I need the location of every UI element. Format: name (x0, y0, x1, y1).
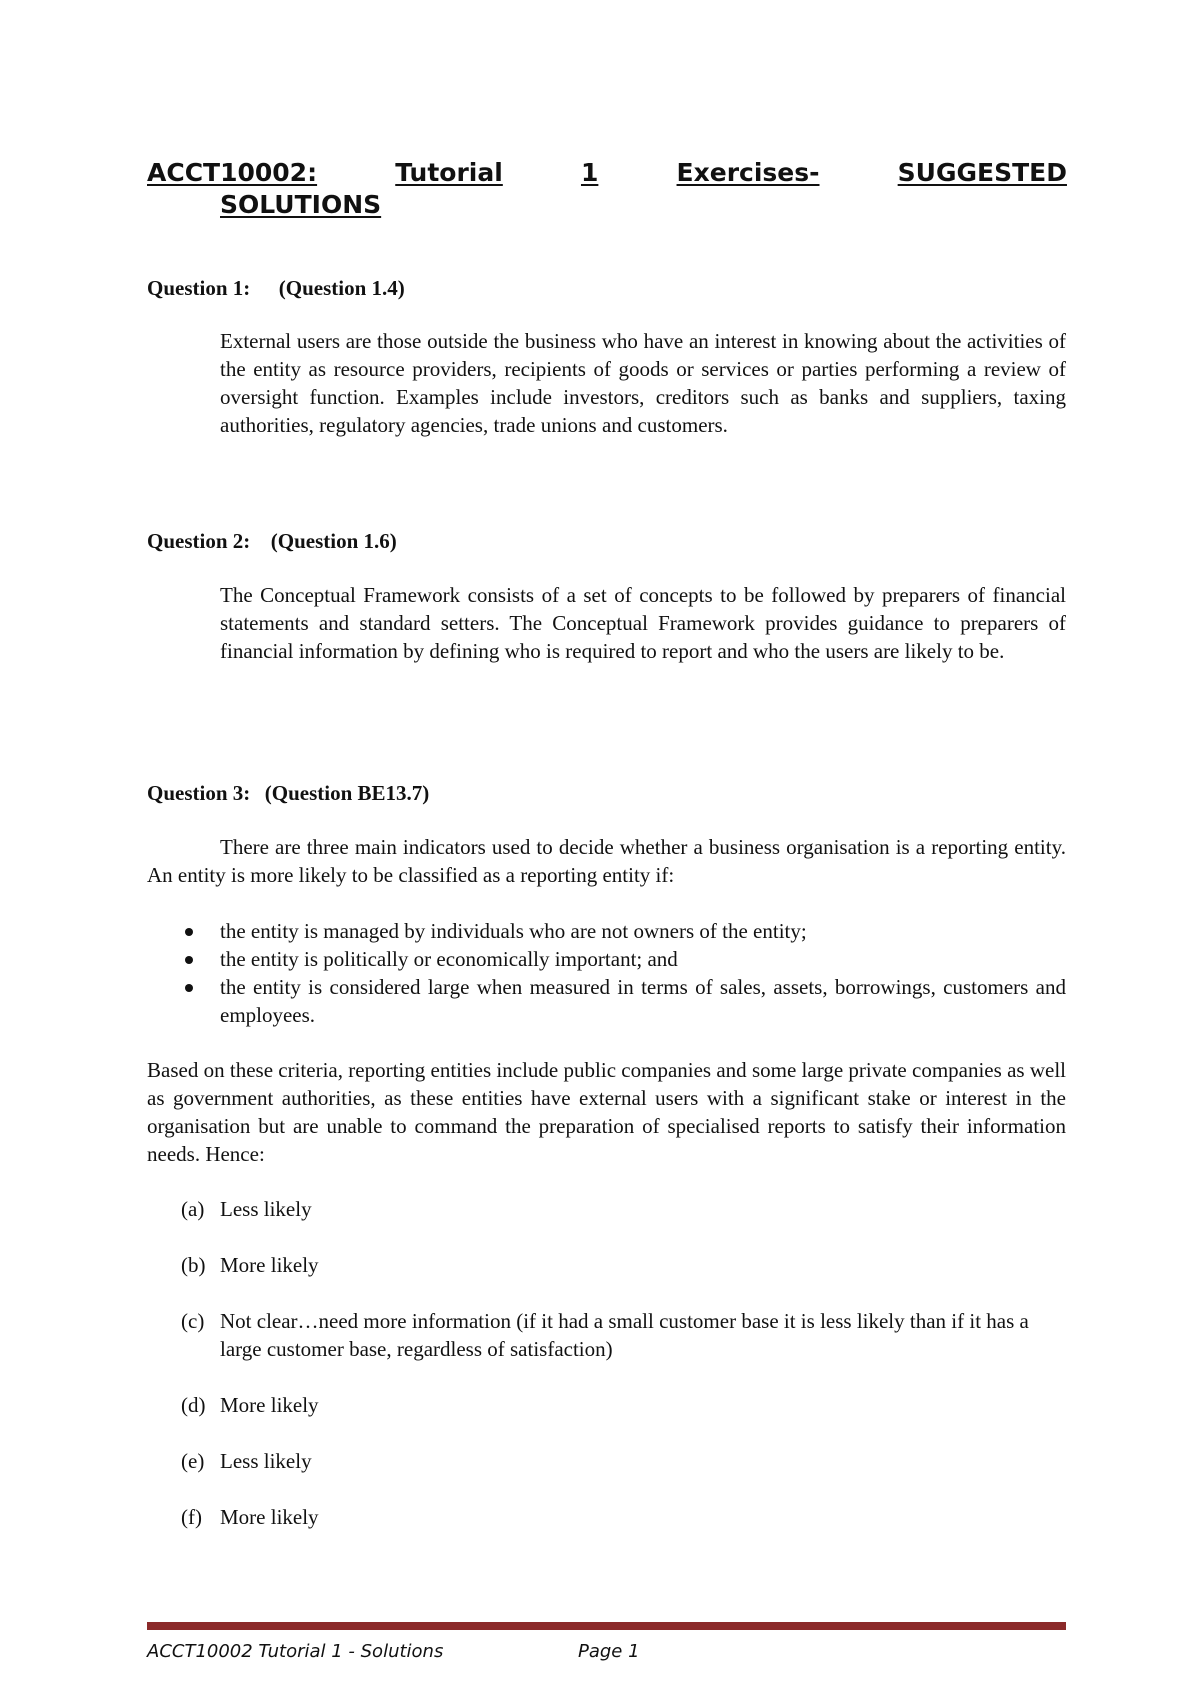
title-word: SUGGESTED (897, 158, 1067, 187)
list-item-text: the entity is politically or economically important; and (220, 947, 678, 971)
bullet-icon (185, 956, 193, 964)
answer-text: Less likely (220, 1197, 312, 1221)
question-3-criteria: Based on these criteria, reporting entities include public companies and some large private companies as well as government authorities, as these entities have external users with a significant stake or interest in the organisation but are unable to command the preparation of specialised reports to satisfy their information needs. Hence: (147, 1058, 1066, 1166)
list-item (147, 1447, 1066, 1475)
question-2-heading (147, 529, 397, 554)
list-item (147, 1251, 1066, 1279)
answer-text: More likely (220, 1253, 319, 1277)
document-title (147, 157, 1067, 189)
title-word: Tutorial (395, 158, 503, 187)
question-reference: (Question 1.4) (278, 276, 405, 300)
question-3-heading (147, 781, 429, 806)
question-1-heading (147, 276, 405, 301)
answer-text: More likely (220, 1505, 319, 1529)
question-reference: (Question 1.6) (270, 529, 397, 553)
bullet-icon (185, 928, 193, 936)
list-item (147, 945, 1066, 973)
question-3-intro: There are three main indicators used to decide whether a business organisation is a reporting entity. An entity is more likely to be classified as a reporting entity if: (147, 835, 1066, 887)
title-word: ACCT10002: (147, 158, 318, 187)
question-2-answer: The Conceptual Framework consists of a set of concepts to be followed by preparers of financial statements and standard setters. The Conceptual Framework provides guidance to preparers of financial information by defining who is required to report and who the users are likely to be. (220, 583, 1066, 663)
title-word: Exercises- (676, 158, 820, 187)
list-item (147, 1391, 1066, 1419)
question-number: Question 1: (147, 276, 251, 300)
list-item (147, 1307, 1066, 1363)
question-number: Question 2: (147, 529, 251, 553)
indicator-list (147, 917, 1066, 1029)
answer-label: (d) (181, 1393, 206, 1417)
list-item-text: the entity is managed by individuals who are not owners of the entity; (220, 919, 807, 943)
list-item (147, 917, 1066, 945)
answer-label: (f) (181, 1505, 202, 1529)
list-item (147, 973, 1066, 1029)
answer-label: (a) (181, 1197, 205, 1221)
title-word: 1 (580, 158, 599, 187)
answer-text: Not clear…need more information (if it had a small customer base it is less likely than if it has a large customer base, regardless of satisfaction) (220, 1309, 1029, 1361)
bullet-icon (185, 984, 193, 992)
answer-text: More likely (220, 1393, 319, 1417)
list-item (147, 1503, 1066, 1531)
question-number: Question 3: (147, 781, 251, 805)
list-item (147, 1195, 1066, 1223)
footer-divider (147, 1622, 1066, 1630)
answer-label: (b) (181, 1253, 206, 1277)
list-item-text: the entity is considered large when measured in terms of sales, assets, borrowings, customers and employees. (220, 975, 1066, 1027)
question-reference: (Question BE13.7) (264, 781, 430, 805)
question-1-answer: External users are those outside the business who have an interest in knowing about the activities of the entity as resource providers, recipients of goods or services or parties performing a review of oversight function. Examples include investors, creditors such as banks and suppliers, taxing authorities, regulatory agencies, trade unions and customers. (220, 329, 1066, 437)
answer-list (147, 1195, 1066, 1559)
answer-text: Less likely (220, 1449, 312, 1473)
footer-document-name: ACCT10002 Tutorial 1 - Solutions (147, 1641, 444, 1662)
footer-page-number: Page 1 (578, 1641, 640, 1662)
answer-label: (e) (181, 1449, 205, 1473)
answer-label: (c) (181, 1309, 205, 1333)
document-title-continued: SOLUTIONS (220, 190, 382, 219)
